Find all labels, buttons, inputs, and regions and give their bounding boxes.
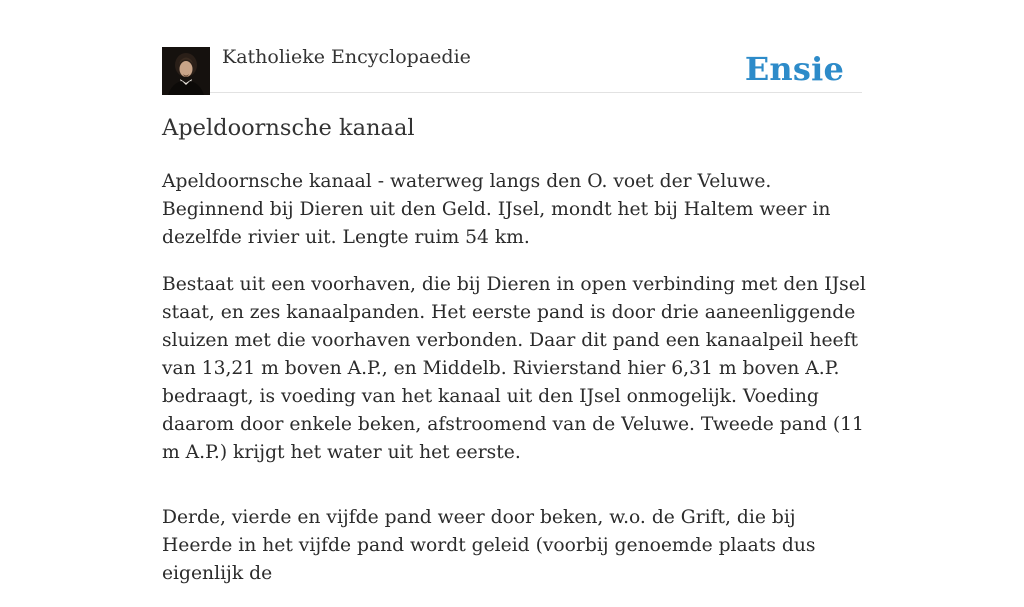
article-body <box>162 168 867 607</box>
site-header <box>162 44 862 93</box>
article-paragraph: Bestaat uit een voorhaven, die bij Dieren in open verbinding met den IJsel staat, en zes kanaalpanden. Het eerste pand is door drie aaneenliggende sluizen met die voorhaven verbonden. Daar dit pand een kanaalpeil heeft van 13,21 m boven A.P., en Middelb. Rivierstand hier 6,31 m boven A.P. bedraagt, is voeding van het kanaal uit den IJsel onmogelijk. Voeding daarom door enkele beken, afstroomend van de Veluwe. Tweede pand (11 m A.P.) krijgt het water uit het eerste. <box>162 274 866 463</box>
page-title: Apeldoornsche kanaal <box>162 115 415 141</box>
article-paragraph: Derde, vierde en vijfde pand weer door beken, w.o. de Grift, die bij Heerde in het vijfde pand wordt geleid (voorbij genoemde plaats dus eigenlijk de <box>162 507 816 584</box>
portrait-avatar-icon[interactable] <box>162 47 210 95</box>
brand-logo[interactable]: Ensie <box>744 50 844 88</box>
article-paragraph: Apeldoornsche kanaal - waterweg langs den O. voet der Veluwe. Beginnend bij Dieren uit den Geld. IJsel, mondt het bij Haltem weer in dezelfde rivier uit. Lengte ruim 54 km. <box>162 171 831 248</box>
site-title[interactable]: Katholieke Encyclopaedie <box>222 46 471 68</box>
